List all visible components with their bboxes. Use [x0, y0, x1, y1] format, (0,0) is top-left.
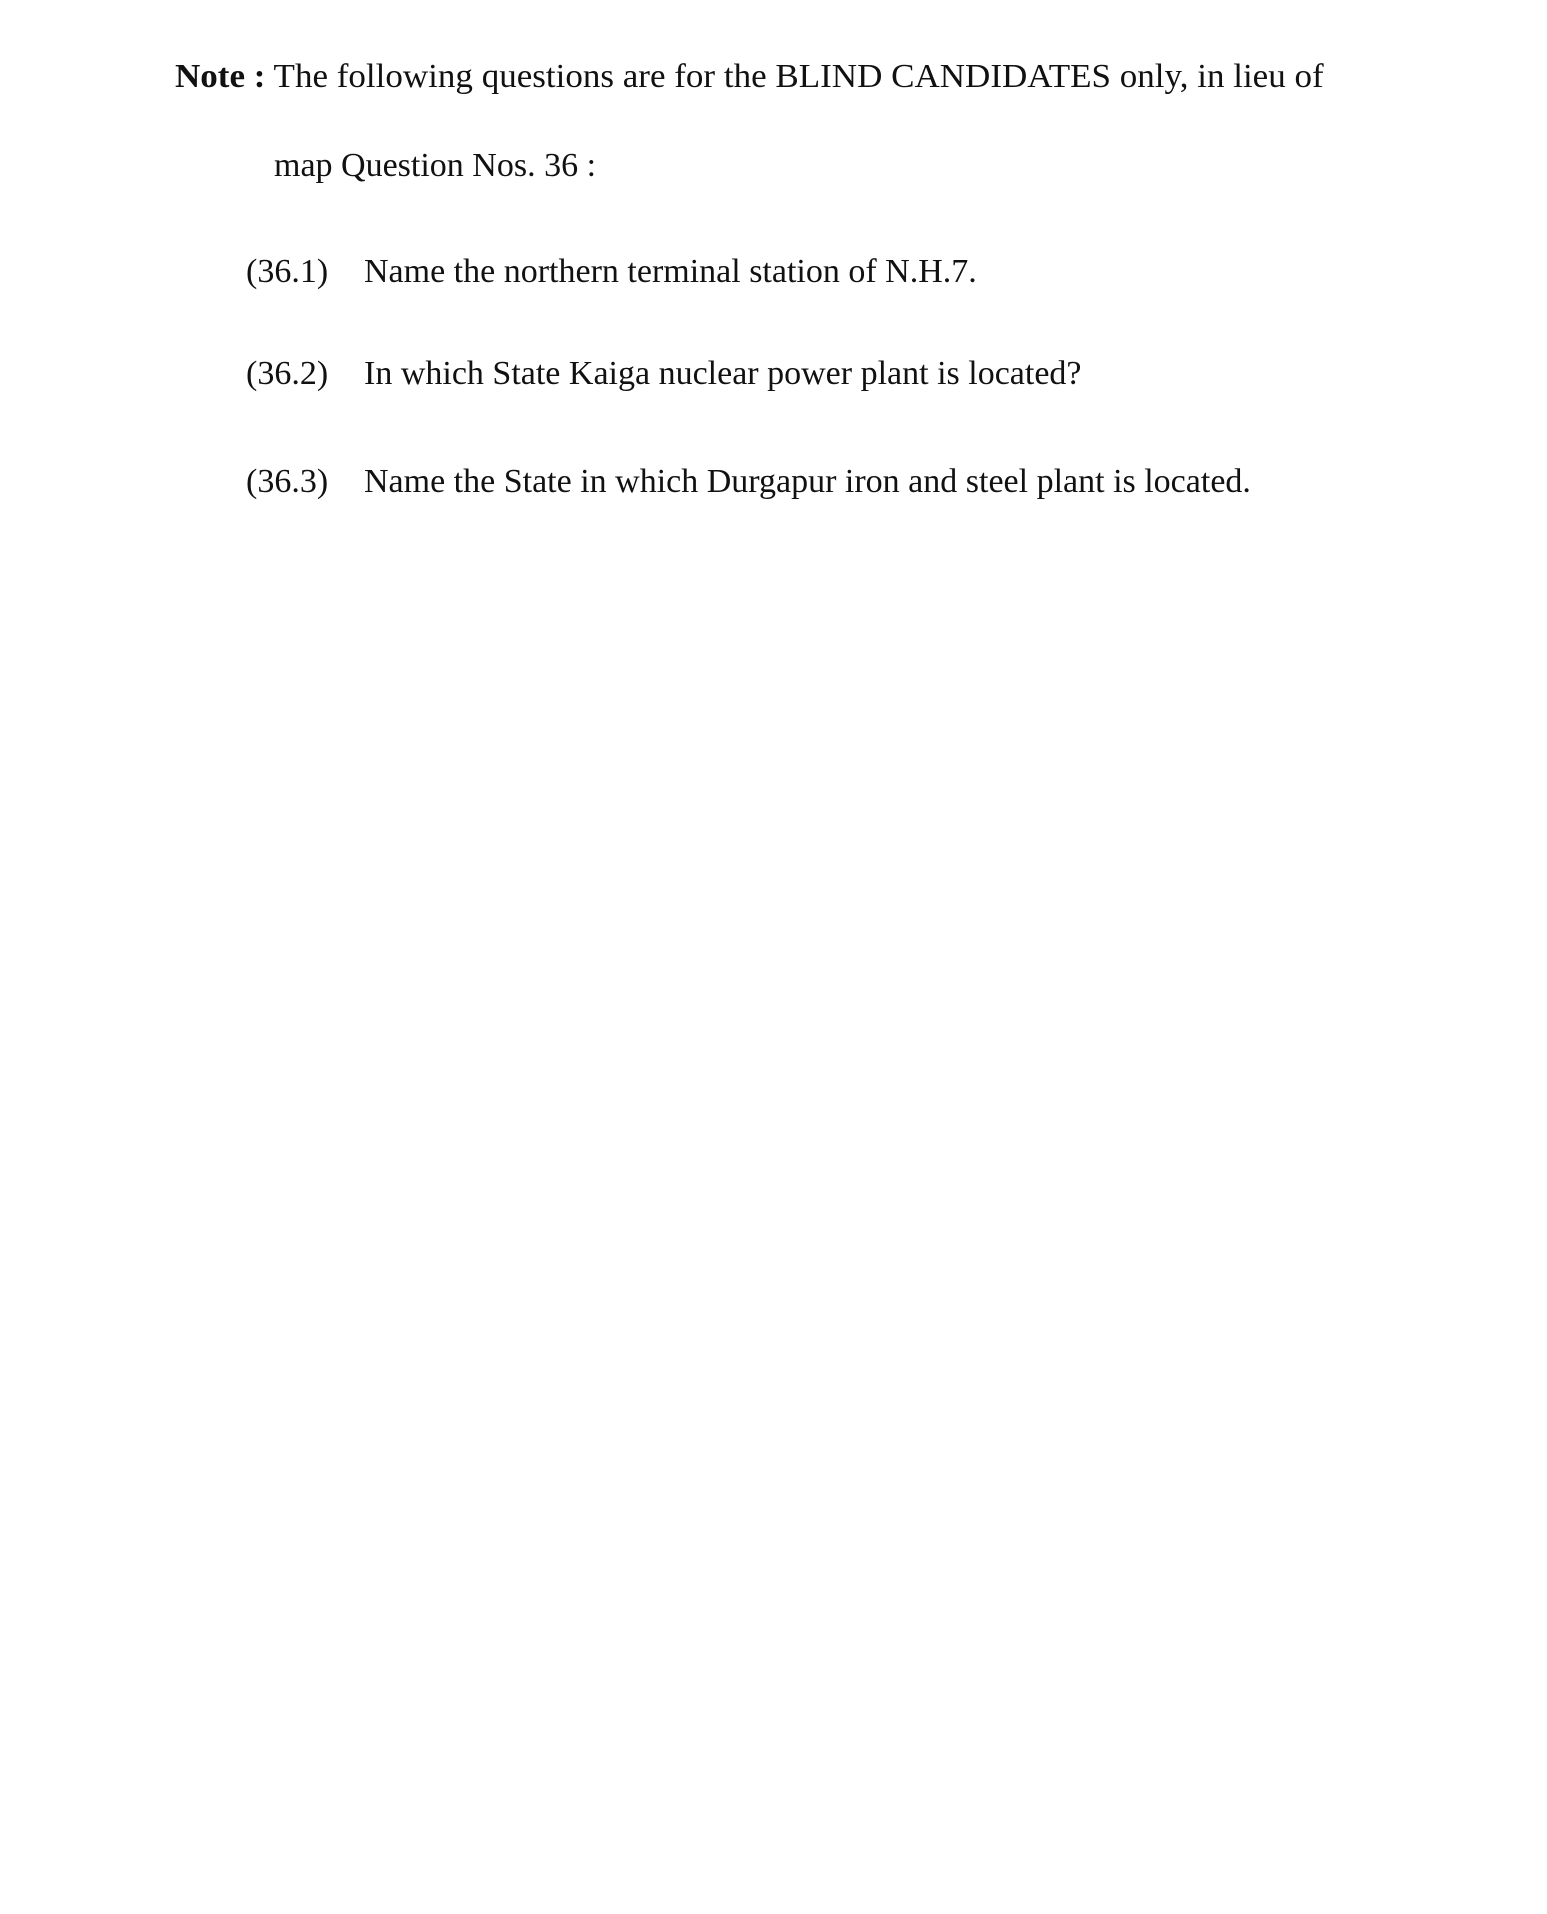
question-text: Name the State in which Durgapur iron and steel plant is located.	[364, 463, 1251, 500]
question-text: In which State Kaiga nuclear power plant is located?	[364, 355, 1082, 392]
question-36-3	[246, 462, 1251, 502]
question-text: Name the northern terminal station of N.H.7.	[364, 253, 977, 290]
question-36-2	[246, 354, 1082, 394]
question-number: (36.3)	[246, 463, 329, 500]
question-number: (36.1)	[246, 253, 329, 290]
note-continuation: map Question Nos. 36 :	[274, 147, 597, 184]
question-36-1	[246, 252, 977, 292]
note-label: Note :	[175, 58, 266, 95]
question-number: (36.2)	[246, 355, 329, 392]
note-text: The following questions are for the BLIND CANDIDATES only, in lieu of	[265, 58, 1324, 95]
note-line	[175, 57, 1324, 97]
